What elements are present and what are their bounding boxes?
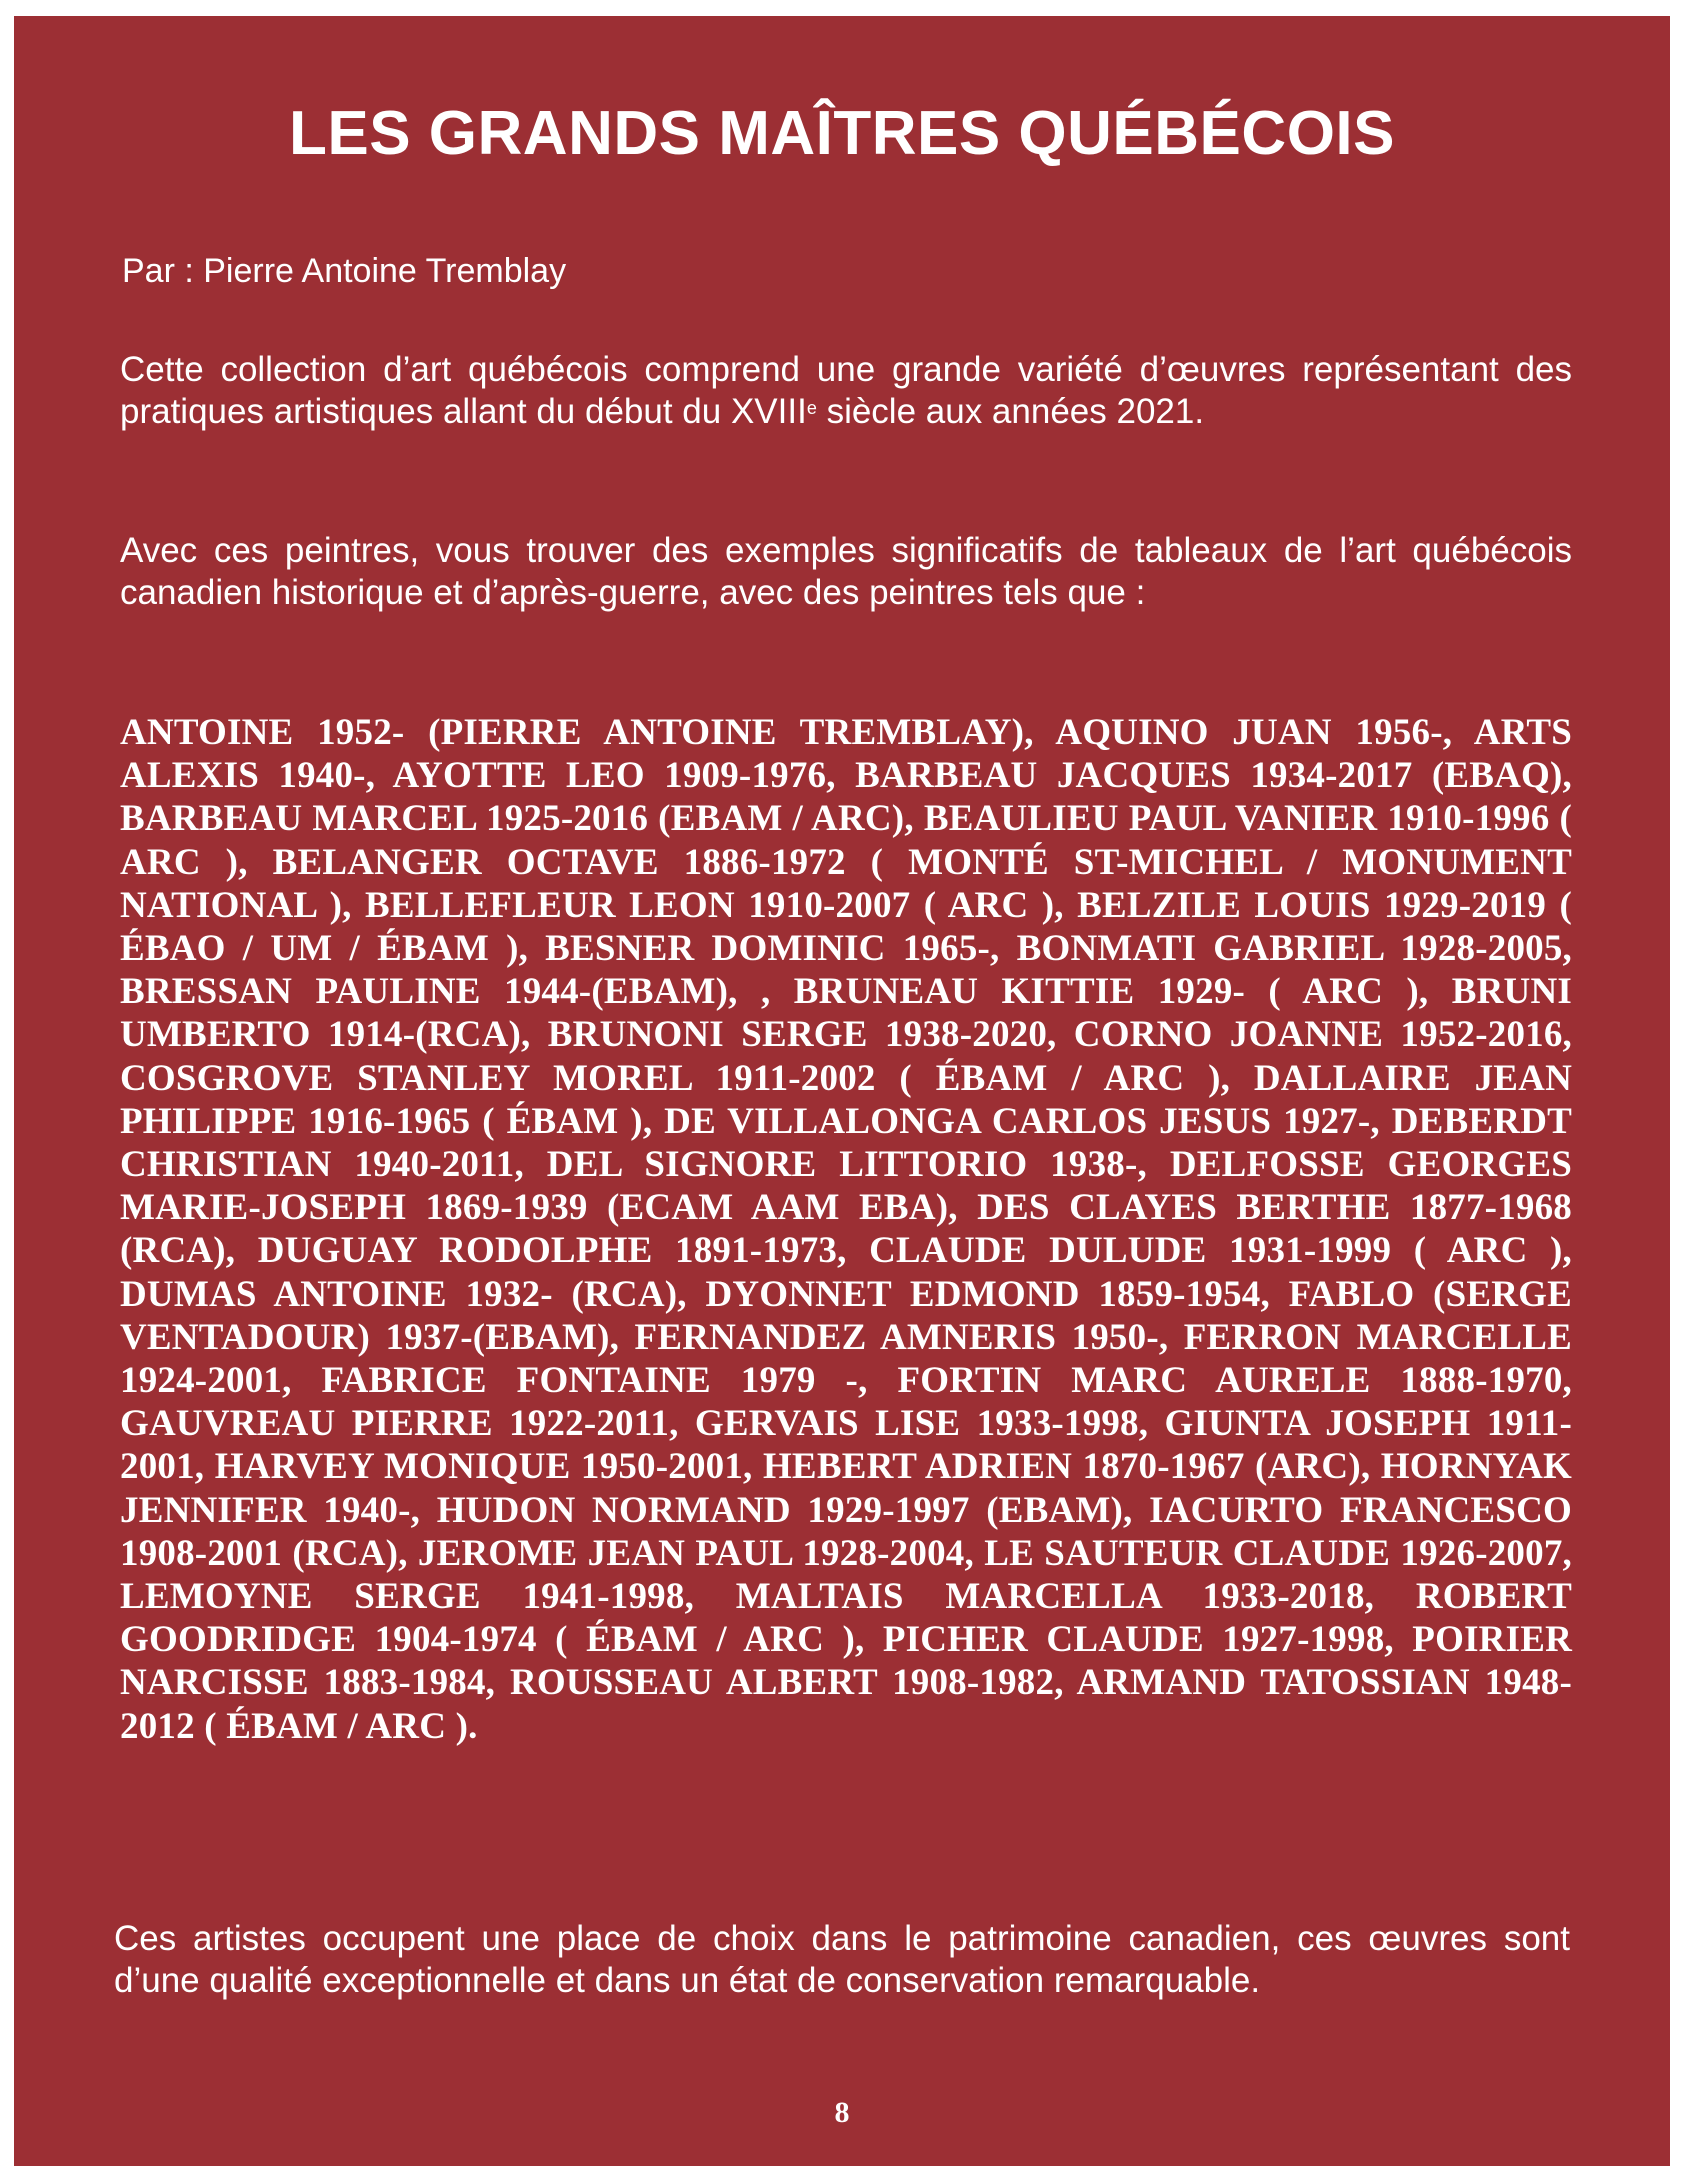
intro-text-end: siècle aux années 2021. (816, 392, 1205, 431)
catalog-page (14, 16, 1670, 2166)
author-line: Par : Pierre Antoine Tremblay (122, 252, 567, 290)
painters-intro-paragraph: Avec ces peintres, vous trouver des exemples significatifs de tableaux de l’art québécois canadien historique et d’après-guerre, avec des peintres tels que : (120, 531, 1572, 612)
page-title: LES GRANDS MAÎTRES QUÉBÉCOIS (289, 99, 1395, 168)
intro-text-start: Cette collection d’art québécois comprend une grande variété d’œuvres représentant des pratiques artistiques allant du début du XVIII (120, 350, 1572, 431)
century-superscript: e (806, 398, 817, 418)
artists-list: ANTOINE 1952- (PIERRE ANTOINE TREMBLAY), AQUINO JUAN 1956-, ARTS ALEXIS 1940-, AYOTTE LEO 1909-1976, BARBEAU JACQUES 1934-2017 (EBAQ), BARBEAU MARCEL 1925-2016 (EBAM / ARC), BEAULIEU PAUL VANIER 1910-1996 ( ARC ), BELANGER OCTAVE 1886-1972 ( MONTÉ ST-MICHEL / MONUMENT NATIONAL ), BELLEFLEUR LEON 1910-2007 ( ARC ), BELZILE LOUIS 1929-2019 ( ÉBAO / UM / ÉBAM ), BESNER DOMINIC 1965-, BONMATI GABRIEL 1928-2005, BRESSAN PAULINE 1944-(EBAM), , BRUNEAU KITTIE 1929- ( ARC ), BRUNI UMBERTO 1914-(RCA), BRUNONI SERGE 1938-2020, CORNO JOANNE 1952-2016, COSGROVE STANLEY MOREL 1911-2002 ( ÉBAM / ARC ), DALLAIRE JEAN PHILIPPE 1916-1965 ( ÉBAM ), DE VILLALONGA CARLOS JESUS 1927-, DEBERDT CHRISTIAN 1940-2011, DEL SIGNORE LITTORIO 1938-, DELFOSSE GEORGES MARIE-JOSEPH 1869-1939 (ECAM AAM EBA), DES CLAYES BERTHE 1877-1968 (RCA), DUGUAY RODOLPHE 1891-1973, CLAUDE DULUDE 1931-1999 ( ARC ), DUMAS ANTOINE 1932- (RCA), DYONNET EDMOND 1859-1954, FABLO (SERGE VENTADOUR) 1937-(EBAM), FERNANDEZ AMNERIS 1950-, FERRON MARCELLE 1924-2001, FABRICE FONTAINE 1979 -, FORTIN MARC AURELE 1888-1970, GAUVREAU PIERRE 1922-2011, GERVAIS LISE 1933-1998, GIUNTA JOSEPH 1911-2001, HARVEY MONIQUE 1950-2001, HEBERT ADRIEN 1870-1967 (ARC), HORNYAK JENNIFER 1940-, HUDON NORMAND 1929-1997 (EBAM), IACURTO FRANCESCO 1908-2001 (RCA), JEROME JEAN PAUL 1928-2004, LE SAUTEUR CLAUDE 1926-2007, LEMOYNE SERGE 1941-1998, MALTAIS MARCELLA 1933-2018, ROBERT GOODRIDGE 1904-1974 ( ÉBAM / ARC ), PICHER CLAUDE 1927-1998, POIRIER NARCISSE 1883-1984, ROUSSEAU ALBERT 1908-1982, ARMAND TATOSSIAN 1948-2012 ( ÉBAM / ARC ). (120, 712, 1572, 1747)
intro-paragraph (120, 349, 1572, 433)
closing-paragraph: Ces artistes occupent une place de choix dans le patrimoine canadien, ces œuvres sont d’une qualité exceptionnelle et dans un état de conservation remarquable. (114, 1919, 1570, 2000)
page-number: 8 (834, 2096, 850, 2129)
